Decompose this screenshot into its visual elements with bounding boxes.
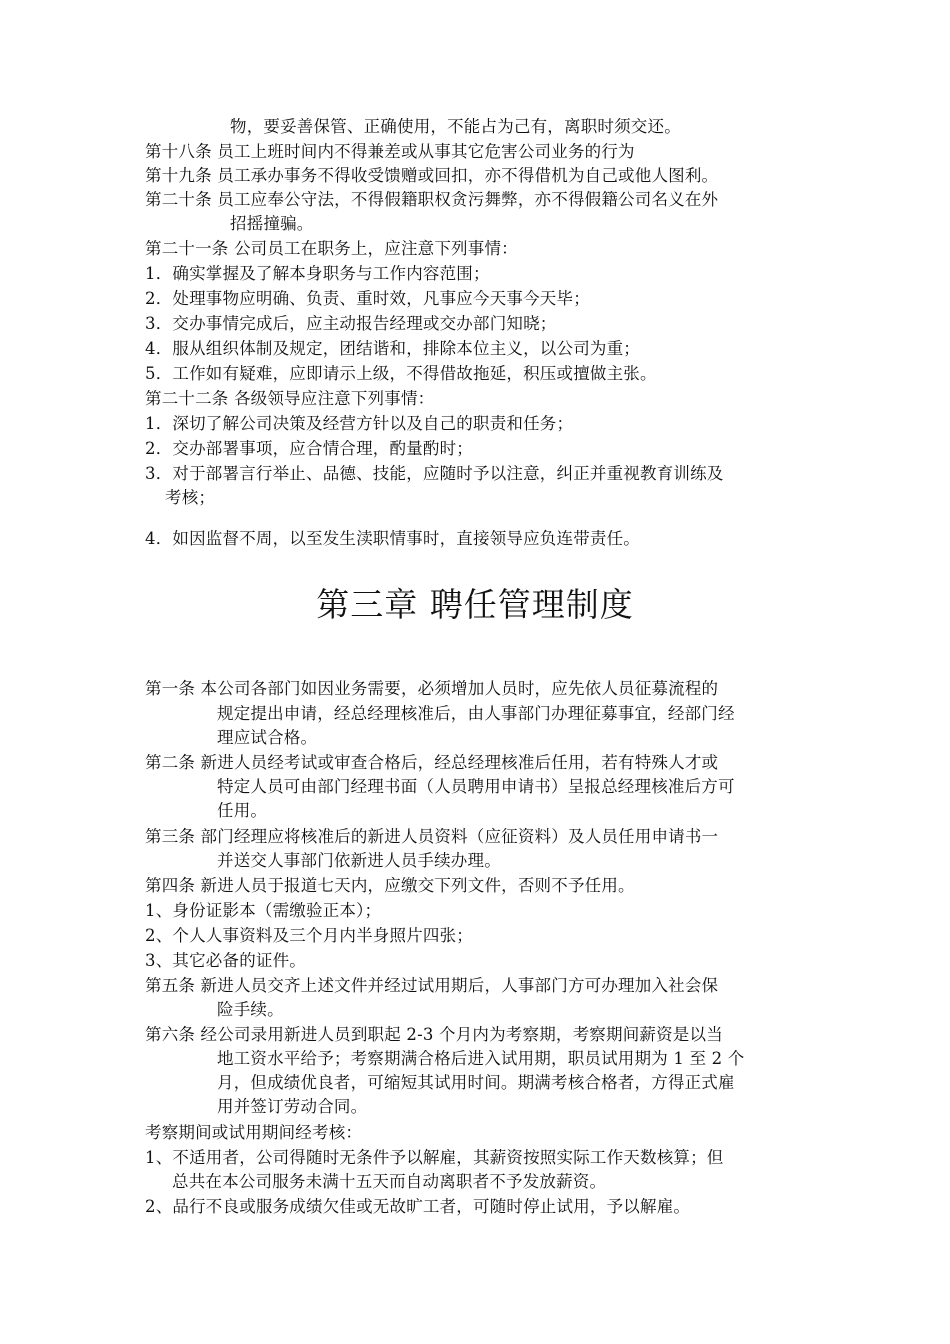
list-item: 3．交办事情完成后，应主动报告经理或交办部门知晓； xyxy=(145,314,557,333)
list-item: 2．处理事物应明确、负责、重时效，凡事应今天事今天毕； xyxy=(145,289,590,308)
text-line: 险手续。 xyxy=(217,1000,284,1019)
article-3: 第三条 部门经理应将核准后的新进人员资料（应征资料）及人员任用申请书一 xyxy=(145,827,719,846)
list-item: 3、其它必备的证件。 xyxy=(145,951,306,970)
article-21: 第二十一条 公司员工在职务上，应注意下列事情： xyxy=(145,239,518,258)
article-20: 第二十条 员工应奉公守法，不得假籍职权贪污舞弊，亦不得假籍公司名义在外 xyxy=(145,190,719,209)
list-item: 1．确实掌握及了解本身职务与工作内容范围； xyxy=(145,264,490,283)
list-item: 1、身份证影本（需缴验正本）； xyxy=(145,901,382,920)
text-line: 用并签订劳动合同。 xyxy=(217,1097,368,1116)
text-line: 物，要妥善保管、正确使用，不能占为己有，离职时须交还。 xyxy=(230,117,681,136)
article-5: 第五条 新进人员交齐上述文件并经过试用期后，人事部门方可办理加入社会保 xyxy=(145,976,719,995)
article-18: 第十八条 员工上班时间内不得兼差或从事其它危害公司业务的行为 xyxy=(145,142,635,161)
list-item: 4．服从组织体制及规定，团结谐和，排除本位主义，以公司为重； xyxy=(145,339,640,358)
text-line: 理应试合格。 xyxy=(217,728,318,747)
list-item: 4．如因监督不周，以至发生渎职情事时，直接领导应负连带责任。 xyxy=(145,529,640,548)
list-item: 2．交办部署事项，应合情合理，酌量酌时； xyxy=(145,439,473,458)
text-line: 月，但成绩优良者，可缩短其试用时间。期满考核合格者，方得正式雇 xyxy=(217,1073,735,1092)
chapter-title: 第三章 聘任管理制度 xyxy=(316,585,634,624)
text-line: 任用。 xyxy=(217,801,268,820)
article-19: 第十九条 员工承办事务不得收受馈赠或回扣，亦不得借机为自己或他人图利。 xyxy=(145,166,719,185)
text-line: 地工资水平给予；考察期满合格后进入试用期，职员试用期为 1 至 2 个 xyxy=(217,1049,745,1068)
article-22: 第二十二条 各级领导应注意下列事情： xyxy=(145,389,435,408)
list-item: 2、个人人事资料及三个月内半身照片四张； xyxy=(145,926,473,945)
text-line: 总共在本公司服务未满十五天而自动离职者不予发放薪资。 xyxy=(172,1172,607,1191)
list-item: 3．对于部署言行举止、品德、技能，应随时予以注意，纠正并重视教育训练及 xyxy=(145,464,724,483)
article-4: 第四条 新进人员于报道七天内，应缴交下列文件，否则不予任用。 xyxy=(145,876,635,895)
section-heading: 考察期间或试用期间经考核： xyxy=(145,1123,363,1142)
article-1: 第一条 本公司各部门如因业务需要，必须增加人员时，应先依人员征募流程的 xyxy=(145,679,719,698)
article-2: 第二条 新进人员经考试或审查合格后，经总经理核准后任用，若有特殊人才或 xyxy=(145,753,719,772)
text-line: 考核； xyxy=(165,488,216,507)
text-line: 规定提出申请，经总经理核准后，由人事部门办理征募事宜，经部门经 xyxy=(217,704,735,723)
list-item: 1、不适用者，公司得随时无条件予以解雇，其薪资按照实际工作天数核算；但 xyxy=(145,1148,724,1167)
list-item: 2、品行不良或服务成绩欠佳或无故旷工者，可随时停止试用，予以解雇。 xyxy=(145,1197,691,1216)
article-6: 第六条 经公司录用新进人员到职起 2-3 个月内为考察期，考察期间薪资是以当 xyxy=(145,1025,723,1044)
list-item: 5．工作如有疑难，应即请示上级，不得借故拖延，积压或擅做主张。 xyxy=(145,364,657,383)
text-line: 招摇撞骗。 xyxy=(230,214,314,233)
text-line: 并送交人事部门依新进人员手续办理。 xyxy=(217,851,501,870)
list-item: 1．深切了解公司决策及经营方针以及自己的职责和任务； xyxy=(145,414,574,433)
text-line: 特定人员可由部门经理书面（人员聘用申请书）呈报总经理核准后方可 xyxy=(217,777,735,796)
